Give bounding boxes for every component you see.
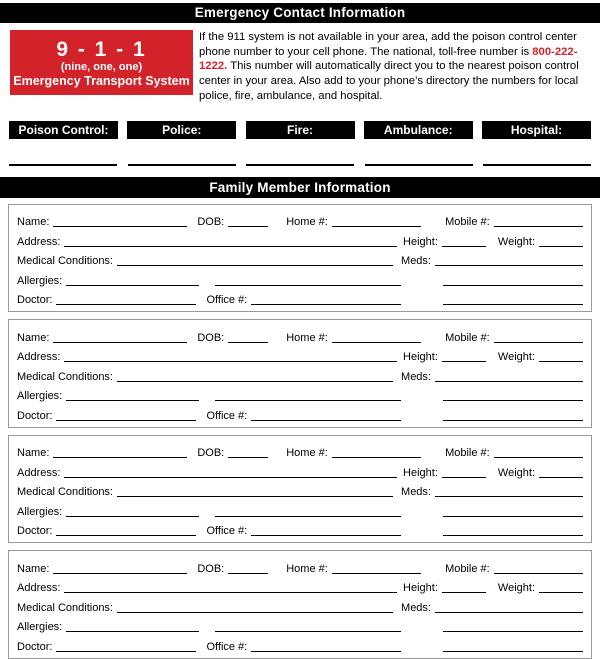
doctor-label: Doctor: <box>17 640 53 653</box>
allergies-continuation-line <box>215 516 401 517</box>
mobile-phone-label: Mobile #: <box>445 447 490 460</box>
doctor-blank-line <box>56 535 196 536</box>
doctor-label: Doctor: <box>17 409 53 422</box>
medical-conditions-row <box>17 596 583 616</box>
hospital-blank-line <box>483 164 591 166</box>
dob-label: DOB: <box>197 216 225 229</box>
meds-continuation-line-2 <box>443 535 583 536</box>
ambulance-label: Ambulance: <box>364 121 473 139</box>
dob-blank-line <box>228 342 268 343</box>
dob-blank-line <box>228 573 268 574</box>
family-member-block <box>8 435 592 544</box>
home-phone-blank-line <box>332 457 421 458</box>
address-row <box>17 346 583 366</box>
name-label: Name: <box>17 447 50 460</box>
medical-conditions-row <box>17 250 583 270</box>
address-blank-line <box>64 477 397 478</box>
allergies-row <box>17 616 583 636</box>
height-blank-line <box>442 477 486 478</box>
meds-continuation-line <box>443 400 583 401</box>
home-phone-label: Home #: <box>286 331 328 344</box>
meds-blank-line <box>435 496 583 497</box>
doctor-row <box>17 404 583 424</box>
height-label: Height: <box>403 351 438 364</box>
name-row <box>17 211 583 231</box>
family-member-blocks <box>8 204 592 659</box>
meds-blank-line <box>435 381 583 382</box>
medical-conditions-label: Medical Conditions: <box>17 370 113 383</box>
home-phone-blank-line <box>332 226 421 227</box>
home-phone-label: Home #: <box>286 562 328 575</box>
height-label: Height: <box>403 582 438 595</box>
allergies-blank-line <box>66 400 199 401</box>
dob-label: DOB: <box>197 562 225 575</box>
emergency-contact-labels-row <box>0 121 600 139</box>
meds-continuation-line-2 <box>443 651 583 652</box>
emergency-contact-lines-row <box>0 164 600 166</box>
doctor-blank-line <box>56 304 196 305</box>
name-blank-line <box>53 573 187 574</box>
mobile-phone-label: Mobile #: <box>445 562 490 575</box>
poison-control-instructions <box>199 30 595 104</box>
office-phone-label: Office #: <box>206 294 248 307</box>
weight-blank-line <box>539 477 583 478</box>
ambulance-blank-line <box>365 164 473 166</box>
doctor-row <box>17 520 583 540</box>
office-phone-label: Office #: <box>206 525 248 538</box>
poison-control-label: Poison Control: <box>9 121 118 139</box>
weight-blank-line <box>539 361 583 362</box>
mobile-phone-blank-line <box>494 573 583 574</box>
meds-continuation-line <box>443 516 583 517</box>
badge-911-number: 9 - 1 - 1 <box>56 38 147 61</box>
height-label: Height: <box>403 235 438 248</box>
mobile-phone-blank-line <box>494 457 583 458</box>
meds-continuation-line-2 <box>443 420 583 421</box>
allergies-label: Allergies: <box>17 390 63 403</box>
allergies-row <box>17 500 583 520</box>
medical-conditions-blank-line <box>117 381 393 382</box>
medical-conditions-label: Medical Conditions: <box>17 255 113 268</box>
family-member-block <box>8 550 592 659</box>
height-blank-line <box>442 361 486 362</box>
dob-label: DOB: <box>197 447 225 460</box>
family-member-block <box>8 319 592 428</box>
home-phone-label: Home #: <box>286 216 328 229</box>
doctor-blank-line <box>56 651 196 652</box>
name-row <box>17 557 583 577</box>
address-label: Address: <box>17 466 61 479</box>
meds-continuation-line-2 <box>443 304 583 305</box>
doctor-label: Doctor: <box>17 525 53 538</box>
office-phone-label: Office #: <box>206 409 248 422</box>
address-row <box>17 461 583 481</box>
height-blank-line <box>442 592 486 593</box>
doctor-row <box>17 289 583 309</box>
hospital-label: Hospital: <box>482 121 591 139</box>
meds-label: Meds: <box>401 255 431 268</box>
doctor-row <box>17 635 583 655</box>
intro-section <box>10 30 595 104</box>
weight-label: Weight: <box>497 582 535 595</box>
fire-blank-line <box>246 164 354 166</box>
meds-blank-line <box>435 265 583 266</box>
name-blank-line <box>53 342 187 343</box>
address-row <box>17 577 583 597</box>
name-row <box>17 326 583 346</box>
poison-control-blank-line <box>9 164 117 166</box>
emergency-911-badge <box>10 30 193 95</box>
fire-label: Fire: <box>246 121 355 139</box>
allergies-row <box>17 269 583 289</box>
office-phone-blank-line <box>251 420 401 421</box>
height-label: Height: <box>403 466 438 479</box>
office-phone-blank-line <box>251 304 401 305</box>
weight-label: Weight: <box>497 235 535 248</box>
allergies-continuation-line <box>215 400 401 401</box>
weight-label: Weight: <box>497 351 535 364</box>
address-blank-line <box>64 361 397 362</box>
badge-transport-system: Emergency Transport System <box>13 74 190 88</box>
mobile-phone-blank-line <box>494 342 583 343</box>
instructions-text-before: If the 911 system is not available in your area, add the poison control center phone number to your cell phone. The national, toll-free number is <box>199 31 577 58</box>
name-blank-line <box>53 226 187 227</box>
instructions-text-after: This number will automatically direct you to the nearest poison control center in your area. Also add to your phone’s directory the numbers for local police, fire, ambulance, and hospital. <box>199 60 579 102</box>
office-phone-blank-line <box>251 651 401 652</box>
address-label: Address: <box>17 582 61 595</box>
name-blank-line <box>53 457 187 458</box>
badge-911-spelled: (nine, one, one) <box>60 61 143 73</box>
weight-blank-line <box>539 246 583 247</box>
meds-continuation-line <box>443 285 583 286</box>
allergies-continuation-line <box>215 631 401 632</box>
home-phone-blank-line <box>332 342 421 343</box>
allergies-blank-line <box>66 631 199 632</box>
allergies-label: Allergies: <box>17 621 63 634</box>
poison-control-phone-number: 800-222-1222. <box>199 45 578 73</box>
height-blank-line <box>442 246 486 247</box>
name-label: Name: <box>17 562 50 575</box>
office-phone-label: Office #: <box>206 640 248 653</box>
address-label: Address: <box>17 351 61 364</box>
address-label: Address: <box>17 235 61 248</box>
dob-blank-line <box>228 457 268 458</box>
name-row <box>17 442 583 462</box>
medical-conditions-blank-line <box>117 496 393 497</box>
office-phone-blank-line <box>251 535 401 536</box>
allergies-row <box>17 385 583 405</box>
allergies-blank-line <box>66 516 199 517</box>
medical-conditions-label: Medical Conditions: <box>17 601 113 614</box>
police-label: Police: <box>127 121 236 139</box>
mobile-phone-label: Mobile #: <box>445 331 490 344</box>
dob-label: DOB: <box>197 331 225 344</box>
home-phone-label: Home #: <box>286 447 328 460</box>
address-blank-line <box>64 592 397 593</box>
weight-label: Weight: <box>497 466 535 479</box>
meds-label: Meds: <box>401 370 431 383</box>
allergies-continuation-line <box>215 285 401 286</box>
doctor-label: Doctor: <box>17 294 53 307</box>
police-blank-line <box>128 164 236 166</box>
family-member-block <box>8 204 592 313</box>
family-member-header: Family Member Information <box>0 177 600 198</box>
medical-conditions-row <box>17 481 583 501</box>
medical-conditions-label: Medical Conditions: <box>17 486 113 499</box>
meds-label: Meds: <box>401 601 431 614</box>
address-blank-line <box>64 246 397 247</box>
emergency-contact-header: Emergency Contact Information <box>0 3 600 23</box>
address-row <box>17 230 583 250</box>
medical-conditions-blank-line <box>117 612 393 613</box>
meds-label: Meds: <box>401 486 431 499</box>
allergies-label: Allergies: <box>17 505 63 518</box>
weight-blank-line <box>539 592 583 593</box>
name-label: Name: <box>17 331 50 344</box>
form-page <box>0 3 600 653</box>
dob-blank-line <box>228 226 268 227</box>
allergies-blank-line <box>66 285 199 286</box>
meds-continuation-line <box>443 631 583 632</box>
allergies-label: Allergies: <box>17 274 63 287</box>
name-label: Name: <box>17 216 50 229</box>
doctor-blank-line <box>56 420 196 421</box>
mobile-phone-blank-line <box>494 226 583 227</box>
medical-conditions-row <box>17 365 583 385</box>
mobile-phone-label: Mobile #: <box>445 216 490 229</box>
medical-conditions-blank-line <box>117 265 393 266</box>
meds-blank-line <box>435 612 583 613</box>
home-phone-blank-line <box>332 573 421 574</box>
